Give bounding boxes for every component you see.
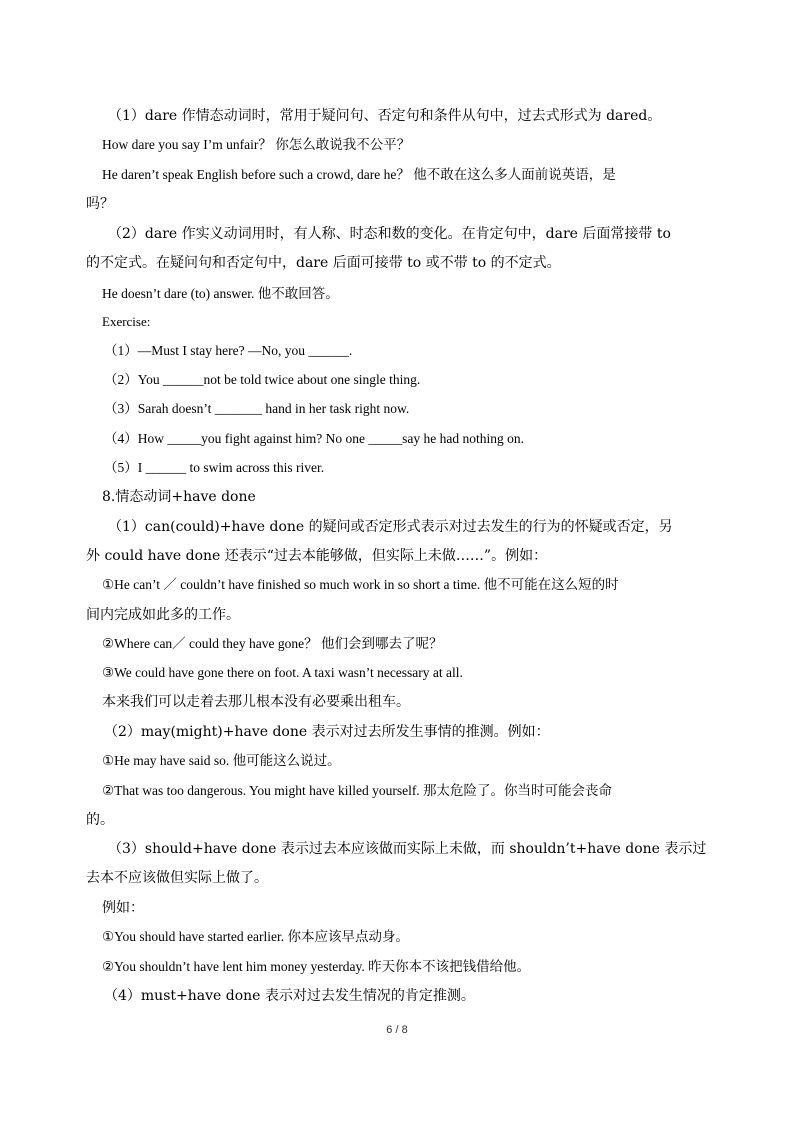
text-line-22: （2）may(might)+have done 表示对过去所发生事情的推测。例如： [104,724,550,740]
text-line-4: 吗？ [86,196,114,212]
text-line-19: ②Where can／ could they have gone？ 他们会到哪去了呢？ [102,636,443,651]
text-line-2: How dare you say I’m unfair？ 你怎么敢说我不公平？ [102,137,411,152]
text-line-18: 间内完成如此多的工作。 [86,607,240,623]
text-line-30: ②You shouldn’t have lent him money yesterday. 昨天你本不该把钱借给他。 [102,959,531,974]
text-line-5: （2）dare 作实义动词用时，有人称、时态和数的变化。在肯定句中，dare 后面常接带 to [108,226,671,242]
text-line-24: ②That was too dangerous. You might have killed yourself. 那太危险了。你当时可能会丧命 [102,783,613,798]
text-line-16: 外 could have done 还表示“过去本能够做，但实际上未做……”。例如： [86,548,548,564]
text-line-28: 例如： [102,900,144,916]
section-heading-8: 8.情态动词+have done [102,489,256,505]
text-line-26: （3）should+have done 表示过去本应该做而实际上未做，而 shouldn’t+have done 表示过 [108,841,707,857]
text-line-7: He doesn’t dare (to) answer. 他不敢回答。 [102,286,339,301]
exercise-heading: Exercise: [102,314,151,329]
page-number: 6 / 8 [386,1024,408,1036]
text-line-3: He daren’t speak English before such a crowd, dare he？ 他不敢在这么多人面前说英语，是 [102,167,616,182]
text-line-21: 本来我们可以走着去那儿根本没有必要乘出租车。 [102,694,410,710]
text-line-17: ①He can’t ／ couldn’t have finished so much work in so short a time. 他不可能在这么短的时 [102,577,619,592]
text-line-31: （4）must+have done 表示对过去发生情况的肯定推测。 [104,988,475,1004]
text-line-1: （1）dare 作情态动词时，常用于疑问句、否定句和条件从句中，过去式形式为 dared。 [108,108,662,124]
exercise-item-2: （2）You ______not be told twice about one single thing. [104,372,421,387]
text-line-27: 去本不应该做但实际上做了。 [86,870,268,886]
text-line-29: ①You should have started earlier. 你本应该早点动身。 [102,929,409,944]
text-line-15: （1）can(could)+have done 的疑问或否定形式表示对过去发生的行为的怀疑或否定，另 [108,519,673,535]
text-line-6: 的不定式。在疑问句和否定句中，dare 后面可接带 to 或不带 to 的不定式。 [86,255,561,271]
text-line-20: ③We could have gone there on foot. A taxi wasn’t necessary at all. [102,665,463,680]
exercise-item-5: （5）I ______ to swim across this river. [104,460,325,475]
text-line-23: ①He may have said so. 他可能这么说过。 [102,753,341,768]
text-line-25: 的。 [86,812,114,828]
exercise-item-1: （1）—Must I stay here? —No, you ______. [104,343,353,358]
exercise-item-4: （4）How _____you fight against him? No one _____say he had nothing on. [104,431,524,446]
exercise-item-3: （3）Sarah doesn’t _______ hand in her task right now. [104,401,410,416]
